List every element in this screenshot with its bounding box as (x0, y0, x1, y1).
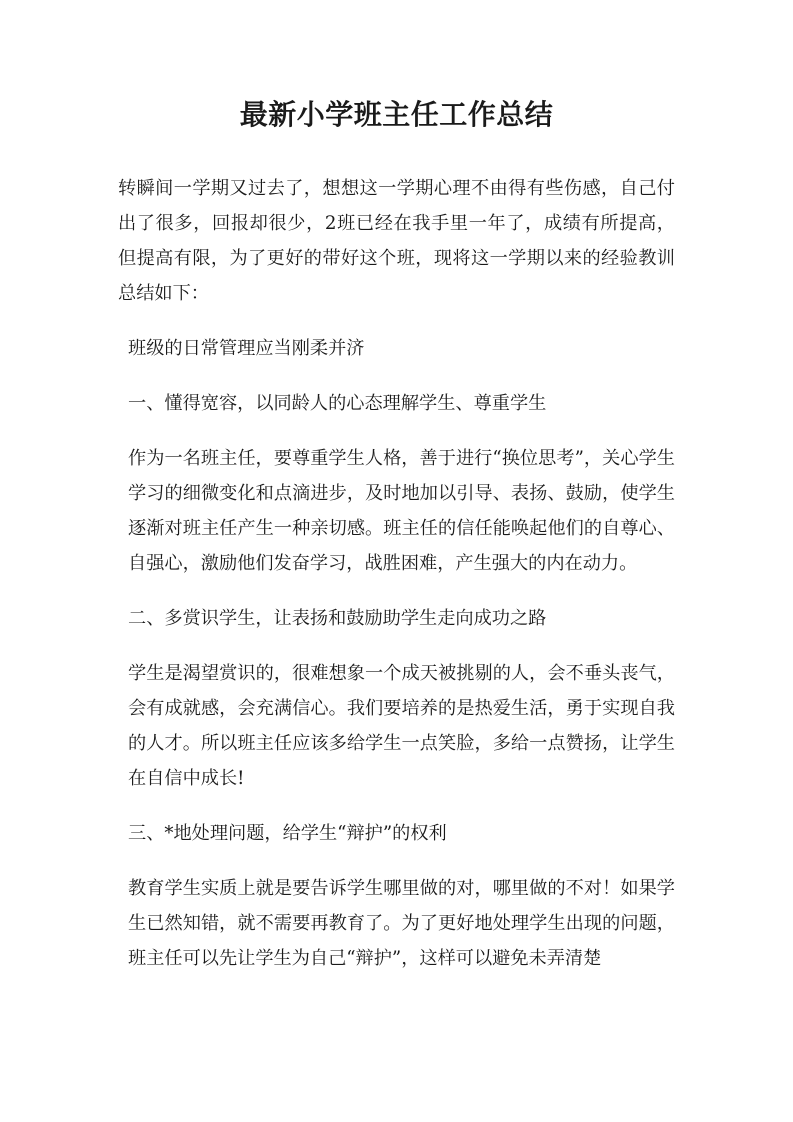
paragraph-3: 教育学生实质上就是要告诉学生哪里做的对，哪里做的不对！如果学生已然知错，就不需要再教育了。为了更好地处理学生出现的问题，班主任可以先让学生为自己“辩护”，这样可以避免未弄清楚 (128, 878, 675, 969)
paragraph-1: 作为一名班主任，要尊重学生人格，善于进行“换位思考”，关心学生学习的细微变化和点滴进步，及时地加以引导、表扬、鼓励，使学生逐渐对班主任产生一种亲切感。班主任的信任能唤起他们的自尊心、自强心，激励他们发奋学习，战胜困难，产生强大的内在动力。 (128, 448, 675, 574)
section-heading-1: 一、懂得宽容，以同龄人的心态理解学生、尊重学生 (128, 393, 547, 414)
document-title: 最新小学班主任工作总结 (239, 98, 554, 131)
section-heading-3: 三、*地处理问题，给学生“辩护”的权利 (128, 823, 447, 844)
paragraph-2: 学生是渴望赏识的，很难想象一个成天被挑剔的人，会不垂头丧气，会有成就感，会充满信心。我们要培养的是热爱生活，勇于实现自我的人才。所以班主任应该多给学生一点笑脸，多给一点赞扬，让学生在自信中成长! (128, 663, 675, 789)
section-heading-2: 二、多赏识学生，让表扬和鼓励助学生走向成功之路 (128, 608, 547, 629)
intro-paragraph: 转瞬间一学期又过去了，想想这一学期心理不由得有些伤感，自己付出了很多，回报却很少，2班已经在我手里一年了，成绩有所提高，但提高有限，为了更好的带好这个班，现将这一学期以来的经验教训总结如下： (118, 178, 675, 304)
section-heading-main: 班级的日常管理应当刚柔并济 (128, 338, 365, 359)
